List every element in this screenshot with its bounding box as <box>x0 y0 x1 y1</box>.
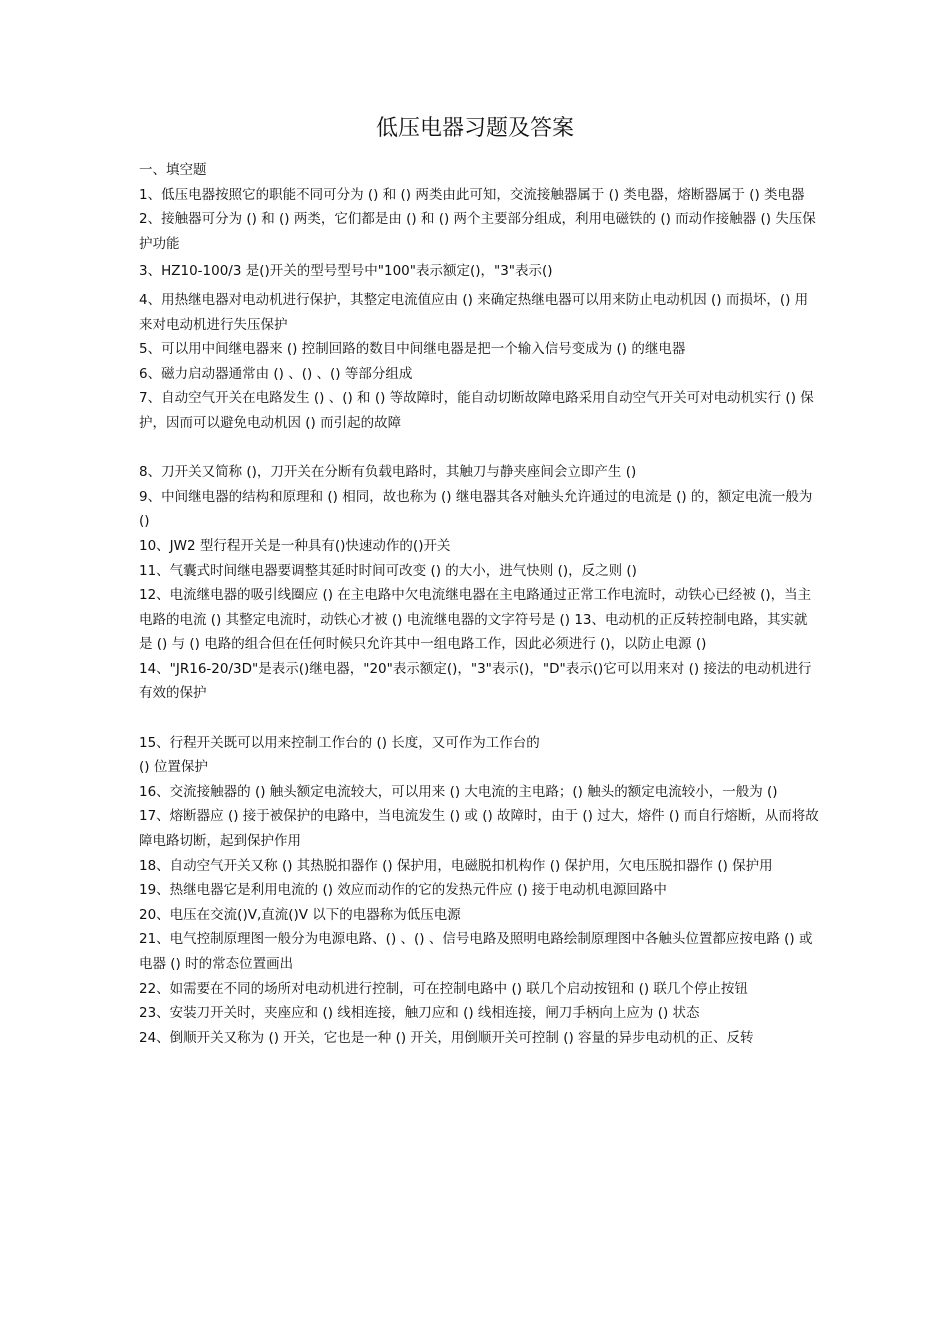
blank-line <box>139 436 819 461</box>
question-22: 22、如需要在不同的场所对电动机进行控制，可在控制电路中 () 联几个启动按钮和 () 联几个停止按钮 <box>139 980 748 997</box>
question-23: 23、安装刀开关时，夹座应和 () 线相连接，触刀应和 () 线相连接，闸刀手柄向上应为 () 状态 <box>139 1005 700 1022</box>
question-1: 1、低压电器按照它的职能不同可分为 () 和 () 两类由此可知，交流接触器属于 () 类电器，熔断器属于 () 类电器 <box>139 186 805 203</box>
question-12-13: 12、电流继电器的吸引线圈应 () 在主电路中欠电流继电器在主电路通过正常工作电流时，动铁心已经被 ()，当主电路的电流 () 其整定电流时，动铁心才被 () 电流继电器的文字符号是 () 13、电动机的正反转控制电路，其实就是 () 与 () 电路的组合但在任何时候只允许其中一组电路工作，因此必须进行 ()，以防止电源 () <box>139 587 812 653</box>
question-5: 5、可以用中间继电器来 () 控制回路的数目中间继电器是把一个输入信号变成为 () 的继电器 <box>139 341 686 358</box>
question-17: 17、熔断器应 () 接于被保护的电路中，当电流发生 () 或 () 故障时，由于 () 过大，熔件 () 而自行熔断，从而将故障电路切断，起到保护作用 <box>139 808 819 850</box>
question-11: 11、气囊式时间继电器要调整其延时时间可改变 () 的大小，进气快则 ()，反之则 () <box>139 562 637 579</box>
question-24: 24、倒顺开关又称为 () 开关，它也是一种 () 开关，用倒顺开关可控制 () 容量的异步电动机的正、反转 <box>139 1029 754 1046</box>
question-18: 18、自动空气开关又称 () 其热脱扣器作 () 保护用，电磁脱扣机构作 () 保护用，欠电压脱扣器作 () 保护用 <box>139 857 773 874</box>
question-16: 16、交流接触器的 () 触头额定电流较大，可以用来 () 大电流的主电路；() 触头的额定电流较小，一般为 () <box>139 783 778 800</box>
question-6: 6、磁力启动器通常由 () 、() 、() 等部分组成 <box>139 365 413 382</box>
blank-line <box>139 706 819 731</box>
question-9: 9、中间继电器的结构和原理和 () 相同，故也称为 () 继电器其各对触头允许通过的电流是 () 的，额定电流一般为 () <box>139 488 813 530</box>
question-14: 14、"JR16-20/3D"是表示()继电器，"20"表示额定()，"3"表示()，"D"表示()它可以用来对 () 接法的电动机进行有效的保护 <box>139 660 812 702</box>
question-10: 10、JW2 型行程开关是一种具有()快速动作的()开关 <box>139 537 451 554</box>
question-2: 2、接触器可分为 () 和 () 两类，它们都是由 () 和 () 两个主要部分组成，利用电磁铁的 () 而动作接触器 () 失压保护功能 <box>139 211 816 252</box>
question-15-continued: () 位置保护 <box>139 759 208 776</box>
document-title: 低压电器习题及答案 <box>375 116 574 141</box>
question-20: 20、电压在交流()V,直流()V 以下的电器称为低压电源 <box>139 906 461 923</box>
question-8: 8、刀开关又简称 ()，刀开关在分断有负载电路时，其触刀与静夹座间会立即产生 () <box>139 464 637 481</box>
question-7: 7、自动空气开关在电路发生 () 、() 和 () 等故障时，能自动切断故障电路采用自动空气开关可对电动机实行 () 保护，因而可以避免电动机因 () 而引起的故障 <box>139 390 814 431</box>
question-3: 3、HZ10-100/3 是()开关的型号型号中"100"表示额定()，"3"表示() <box>139 263 553 280</box>
document-body <box>139 158 819 1050</box>
question-21: 21、电气控制原理图一般分为电源电路、() 、() 、信号电路及照明电路绘制原理图中各触头位置都应按电路 () 或电器 () 时的常态位置画出 <box>139 931 813 972</box>
question-4: 4、用热继电器对电动机进行保护，其整定电流值应由 () 来确定热继电器可以用来防止电动机因 () 而损坏，() 用来对电动机进行失压保护 <box>139 291 809 333</box>
question-15: 15、行程开关既可以用来控制工作台的 () 长度，又可作为工作台的 <box>139 734 540 751</box>
question-19: 19、热继电器它是利用电流的 () 效应而动作的它的发热元件应 () 接于电动机电源回路中 <box>139 882 667 899</box>
section-heading: 一、填空题 <box>139 162 207 178</box>
